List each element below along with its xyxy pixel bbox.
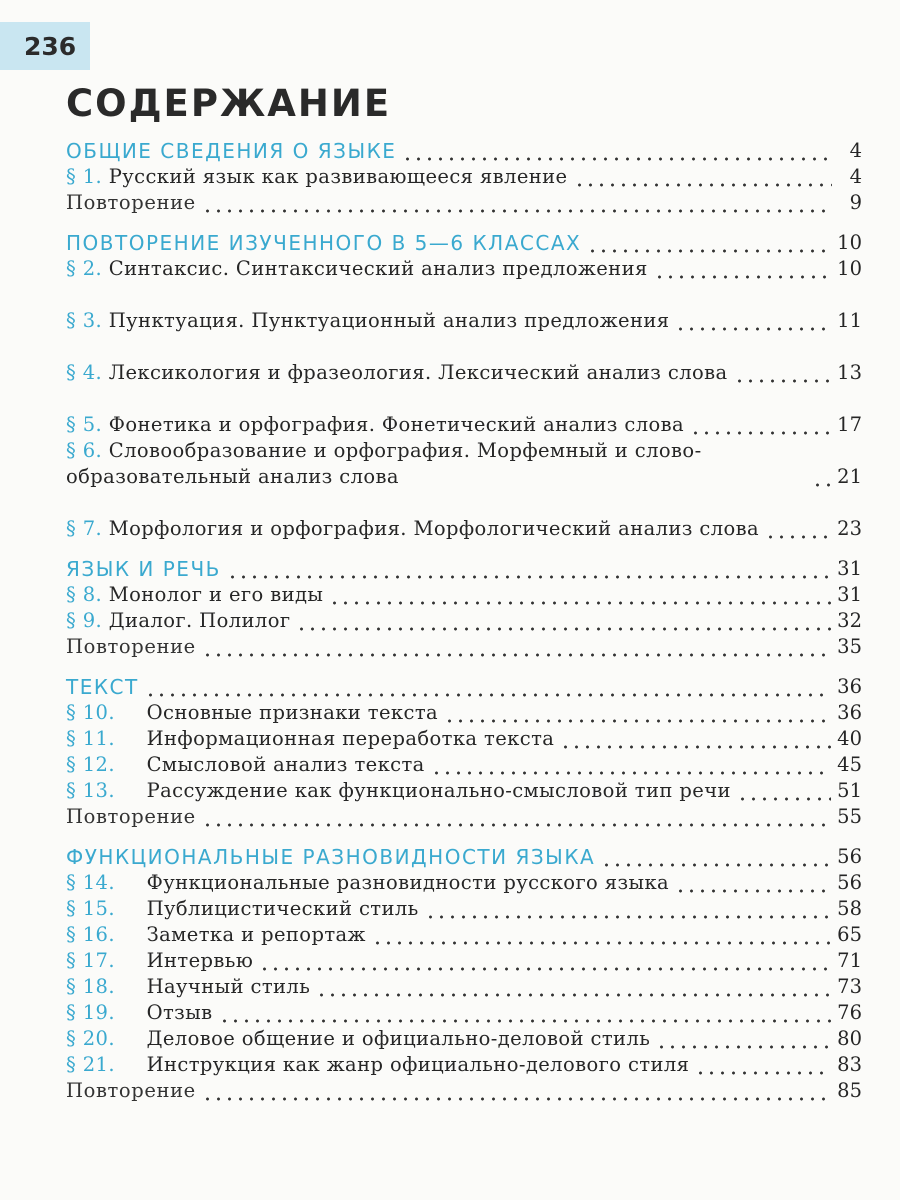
paragraph-number: § 15. xyxy=(66,897,115,920)
toc-entry[interactable] xyxy=(66,778,862,804)
page-ref: 56 xyxy=(837,871,862,894)
section-title: ТЕКСТ xyxy=(66,675,139,699)
entry-title: Публицистический стиль xyxy=(146,897,419,920)
dot-leader xyxy=(737,778,831,804)
paragraph-number: § 17. xyxy=(66,949,115,972)
page-ref: 55 xyxy=(837,805,862,828)
page-ref: 76 xyxy=(837,1001,862,1024)
paragraph-number: § 7. xyxy=(66,517,103,540)
dot-leader xyxy=(601,844,831,870)
entry-title: Функциональные разновидности русского языка xyxy=(146,871,670,894)
dot-leader xyxy=(675,308,831,334)
page-ref: 71 xyxy=(837,949,862,972)
entry-title: Синтаксис. Синтаксический анализ предложения xyxy=(108,257,648,280)
toc-entry[interactable] xyxy=(66,922,862,948)
paragraph-number: § 8. xyxy=(66,583,103,606)
paragraph-number: § 21. xyxy=(66,1053,115,1076)
dot-leader xyxy=(812,464,831,490)
toc-entry[interactable] xyxy=(66,386,862,438)
paragraph-number: § 18. xyxy=(66,975,115,998)
entry-title: Научный стиль xyxy=(146,975,311,998)
toc-entry[interactable] xyxy=(66,608,862,634)
entry-title: Лексикология и фразеология. Лексический анализ слова xyxy=(108,361,728,384)
entry-title: Интервью xyxy=(146,949,254,972)
page-ref: 4 xyxy=(849,165,862,188)
review-label: Повторение xyxy=(66,635,196,658)
section-title: ФУНКЦИОНАЛЬНЫЕ РАЗНОВИДНОСТИ ЯЗЫКА xyxy=(66,845,596,869)
toc-section xyxy=(66,844,862,1104)
dot-leader xyxy=(202,804,831,830)
page-ref: 40 xyxy=(837,727,862,750)
paragraph-number: § 4. xyxy=(66,361,103,384)
page-ref: 11 xyxy=(837,309,862,332)
entry-title: Деловое общение и официально-деловой стиль xyxy=(146,1027,651,1050)
dot-leader xyxy=(425,896,831,922)
dot-leader xyxy=(202,190,832,216)
table-of-contents xyxy=(66,138,862,1104)
page-ref: 83 xyxy=(837,1053,862,1076)
page-ref: 58 xyxy=(837,897,862,920)
page-ref: 36 xyxy=(837,701,862,724)
toc-section xyxy=(66,556,862,660)
toc-entry[interactable] xyxy=(66,948,862,974)
entry-title: Отзыв xyxy=(146,1001,213,1024)
page-ref: 85 xyxy=(837,1079,862,1102)
dot-leader xyxy=(431,752,831,778)
page-ref: 32 xyxy=(837,609,862,632)
paragraph-number: § 10. xyxy=(66,701,115,724)
entry-title: Русский язык как развивающееся явление xyxy=(108,165,568,188)
entry-title: Смысловой анализ текста xyxy=(146,753,425,776)
dot-leader xyxy=(574,164,833,190)
paragraph-number: § 3. xyxy=(66,309,103,332)
dot-leader xyxy=(444,700,831,726)
paragraph-number: § 20. xyxy=(66,1027,115,1050)
page-ref: 9 xyxy=(849,191,862,214)
entry-title: Словообразование и орфография. Морфемный и слово-образовательный анализ слова xyxy=(66,439,702,488)
toc-section-heading[interactable] xyxy=(66,230,862,256)
entry-title: Морфология и орфография. Морфологический анализ слова xyxy=(108,517,760,540)
entry-title: Инструкция как жанр официально-делового стиля xyxy=(146,1053,690,1076)
toc-entry[interactable] xyxy=(66,1026,862,1052)
paragraph-number: § 14. xyxy=(66,871,115,894)
entry-title: Монолог и его виды xyxy=(108,583,324,606)
dot-leader xyxy=(145,674,831,700)
paragraph-number: § 2. xyxy=(66,257,103,280)
paragraph-number: § 1. xyxy=(66,165,103,188)
paragraph-number: § 13. xyxy=(66,779,115,802)
page-ref: 51 xyxy=(837,779,862,802)
dot-leader xyxy=(675,870,831,896)
toc-section-heading[interactable] xyxy=(66,844,862,870)
dot-leader xyxy=(402,138,832,164)
dot-leader xyxy=(695,1052,831,1078)
page-ref: 36 xyxy=(837,675,862,698)
dot-leader xyxy=(372,922,831,948)
toc-review-entry[interactable] xyxy=(66,190,862,216)
paragraph-number: § 5. xyxy=(66,413,103,436)
section-title: ЯЗЫК И РЕЧЬ xyxy=(66,557,221,581)
page-number: 236 xyxy=(0,22,90,70)
toc-entry[interactable] xyxy=(66,1000,862,1026)
page-ref: 10 xyxy=(837,231,862,254)
page-ref: 35 xyxy=(837,635,862,658)
dot-leader xyxy=(654,256,831,282)
toc-entry[interactable] xyxy=(66,334,862,386)
paragraph-number: § 6. xyxy=(66,439,103,462)
toc-section-heading[interactable] xyxy=(66,556,862,582)
dot-leader xyxy=(227,556,831,582)
review-label: Повторение xyxy=(66,1079,196,1102)
page-ref: 65 xyxy=(837,923,862,946)
dot-leader xyxy=(690,412,831,438)
toc-entry[interactable] xyxy=(66,256,862,282)
toc-entry[interactable] xyxy=(66,896,862,922)
dot-leader xyxy=(219,1000,832,1026)
dot-leader xyxy=(296,608,831,634)
page-ref: 21 xyxy=(837,465,862,488)
toc-entry[interactable] xyxy=(66,438,862,490)
toc-review-entry[interactable] xyxy=(66,1078,862,1104)
entry-title: Рассуждение как функционально-смысловой тип речи xyxy=(146,779,731,802)
page-ref: 56 xyxy=(837,845,862,868)
toc-entry[interactable] xyxy=(66,1052,862,1078)
toc-section xyxy=(66,230,862,542)
dot-leader xyxy=(656,1026,831,1052)
toc-review-entry[interactable] xyxy=(66,804,862,830)
toc-entry[interactable] xyxy=(66,164,862,190)
entry-title: Заметка и репортаж xyxy=(146,923,366,946)
toc-section-heading[interactable] xyxy=(66,674,862,700)
section-title: ПОВТОРЕНИЕ ИЗУЧЕННОГО В 5—6 КЛАССАХ xyxy=(66,231,582,255)
page-ref: 45 xyxy=(837,753,862,776)
section-title: ОБЩИЕ СВЕДЕНИЯ О ЯЗЫКЕ xyxy=(66,139,397,163)
entry-title: Фонетика и орфография. Фонетический анализ слова xyxy=(108,413,685,436)
entry-title: Пунктуация. Пунктуационный анализ предложения xyxy=(108,309,670,332)
page-ref: 17 xyxy=(837,413,862,436)
page-ref: 13 xyxy=(837,361,862,384)
paragraph-number: § 16. xyxy=(66,923,115,946)
entry-title: Диалог. Полилог xyxy=(108,609,291,632)
page-ref: 10 xyxy=(837,257,862,280)
toc-entry[interactable] xyxy=(66,974,862,1000)
toc-entry[interactable] xyxy=(66,752,862,778)
paragraph-number: § 11. xyxy=(66,727,115,750)
page-title: СОДЕРЖАНИЕ xyxy=(66,82,392,125)
page-ref: 31 xyxy=(837,583,862,606)
toc-entry[interactable] xyxy=(66,582,862,608)
paragraph-number: § 9. xyxy=(66,609,103,632)
toc-section xyxy=(66,138,862,216)
page-ref: 23 xyxy=(837,517,862,540)
entry-title: Информационная переработка текста xyxy=(146,727,555,750)
dot-leader xyxy=(765,516,831,542)
review-label: Повторение xyxy=(66,805,196,828)
dot-leader xyxy=(560,726,831,752)
toc-section-heading[interactable] xyxy=(66,138,862,164)
toc-entry[interactable] xyxy=(66,490,862,542)
dot-leader xyxy=(259,948,831,974)
toc-entry[interactable] xyxy=(66,726,862,752)
page-ref: 31 xyxy=(837,557,862,580)
toc-entry[interactable] xyxy=(66,870,862,896)
paragraph-number: § 19. xyxy=(66,1001,115,1024)
dot-leader xyxy=(316,974,831,1000)
review-label: Повторение xyxy=(66,191,196,214)
toc-section xyxy=(66,674,862,830)
dot-leader xyxy=(202,1078,831,1104)
toc-entry[interactable] xyxy=(66,282,862,334)
entry-title: Основные признаки текста xyxy=(146,701,439,724)
page-ref: 4 xyxy=(849,139,862,162)
dot-leader xyxy=(587,230,831,256)
toc-review-entry[interactable] xyxy=(66,634,862,660)
dot-leader xyxy=(329,582,831,608)
page-ref: 73 xyxy=(837,975,862,998)
page-ref: 80 xyxy=(837,1027,862,1050)
paragraph-number: § 12. xyxy=(66,753,115,776)
dot-leader xyxy=(734,360,832,386)
toc-entry[interactable] xyxy=(66,700,862,726)
dot-leader xyxy=(202,634,831,660)
